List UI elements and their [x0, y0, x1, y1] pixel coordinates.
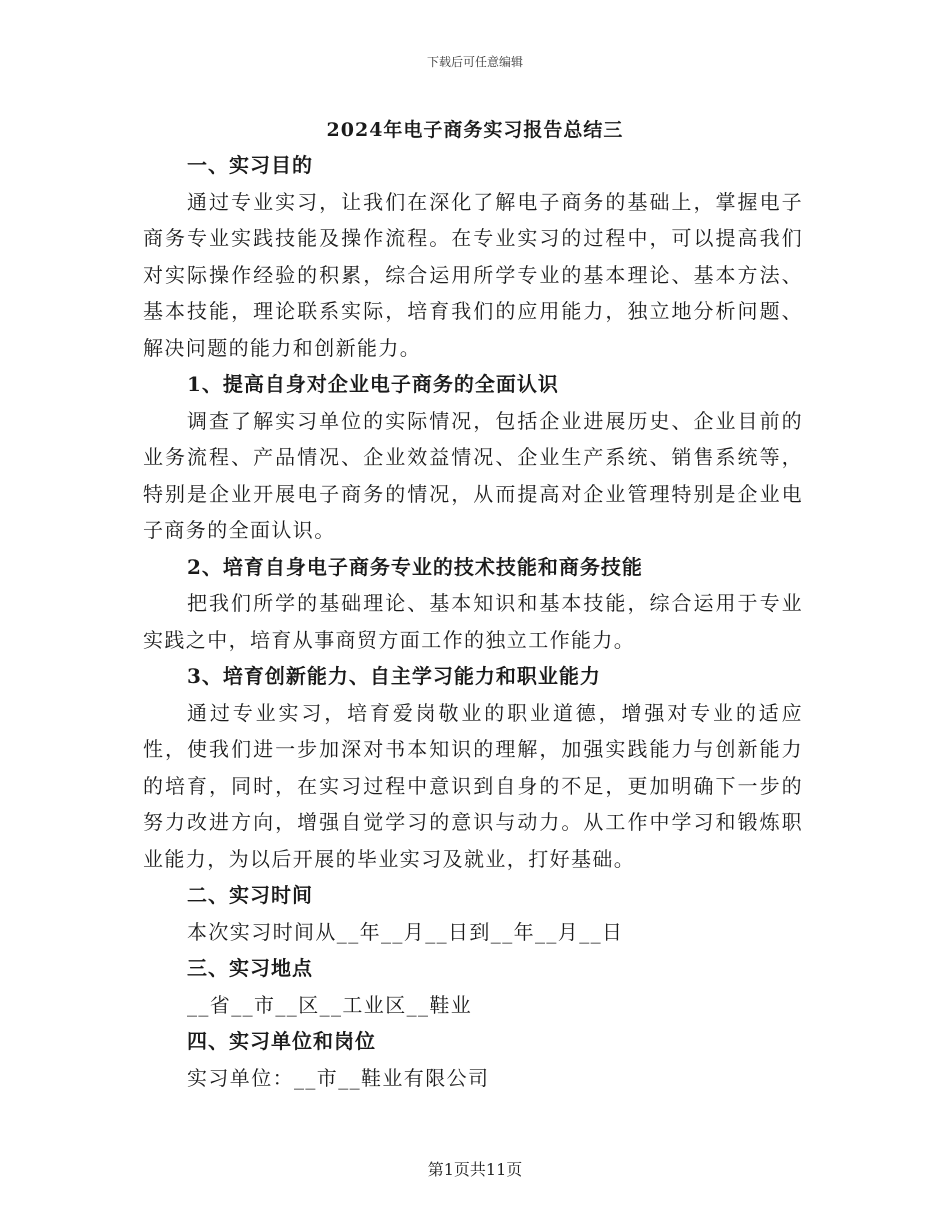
paragraph-sub-1: 调查了解实习单位的实际情况，包括企业进展历史、企业目前的业务流程、产品情况、企业效益情况、企业生产系统、销售系统等，特别是企业开展电子商务的情况，从而提高对企业管理特别是企业电子商务的全面认识。 [143, 408, 803, 542]
section-heading-unit: 四、实习单位和岗位 [187, 1029, 376, 1053]
header-note: 下载后可任意编辑 [426, 55, 523, 69]
paragraph-sub-3: 通过专业实习，培育爱岗敬业的职业道德，增强对专业的适应性，使我们进一步加深对书本知识的理解，加强实践能力与创新能力的培育，同时，在实习过程中意识到自身的不足，更加明确下一步的努力改进方向，增强自觉学习的意识与动力。从工作中学习和锻炼职业能力，为以后开展的毕业实习及就业，打好基础。 [143, 700, 803, 871]
paragraph-location: __省__市__区__工业区__鞋业 [187, 992, 473, 1017]
subheading-1: 1、提高自身对企业电子商务的全面认识 [187, 372, 559, 396]
page-number: 第1页共11页 [427, 1160, 523, 1179]
section-heading-location: 三、实习地点 [187, 956, 313, 980]
paragraph-time: 本次实习时间从__年__月__日到__年__月__日 [187, 919, 624, 944]
paragraph-unit: 实习单位：__市__鞋业有限公司 [187, 1065, 490, 1090]
section-heading-time: 二、实习时间 [187, 883, 313, 907]
document-title: 2024年电子商务实习报告总结三 [326, 119, 624, 141]
section-heading-purpose: 一、实习目的 [187, 153, 313, 177]
document-body [143, 147, 803, 1096]
subheading-2: 2、培育自身电子商务专业的技术技能和商务技能 [187, 554, 643, 579]
subheading-3: 3、培育创新能力、自主学习能力和职业能力 [187, 664, 601, 688]
paragraph-sub-2: 把我们所学的基础理论、基本知识和基本技能，综合运用于专业实践之中，培育从事商贸方面工作的独立工作能力。 [143, 591, 803, 652]
paragraph-purpose: 通过专业实习，让我们在深化了解电子商务的基础上，掌握电子商务专业实践技能及操作流程。在专业实习的过程中，可以提高我们对实际操作经验的积累，综合运用所学专业的基本理论、基本方法、基本技能，理论联系实际，培育我们的应用能力，独立地分析问题、解决问题的能力和创新能力。 [143, 189, 803, 360]
